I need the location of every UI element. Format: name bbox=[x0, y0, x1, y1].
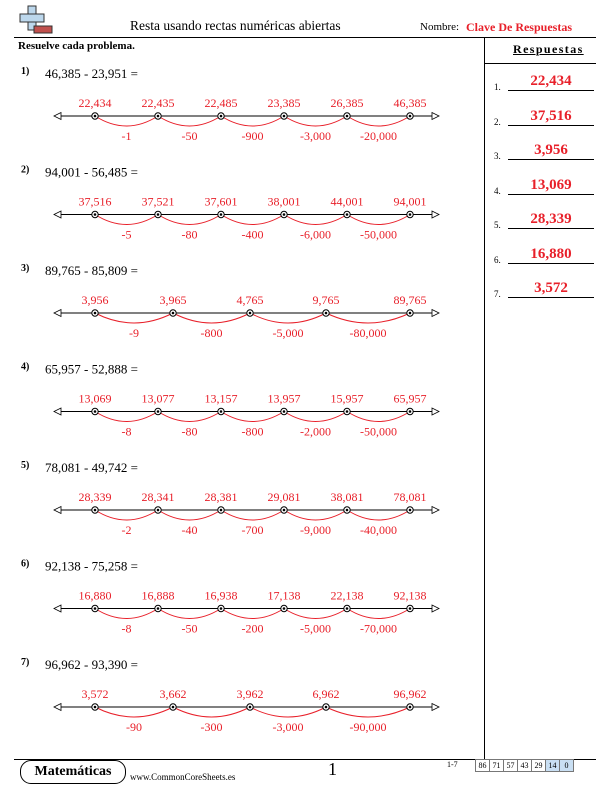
problem-expression: 65,957 - 52,888 = bbox=[45, 361, 138, 377]
problem-expression: 96,962 - 93,390 = bbox=[45, 657, 138, 672]
point-center bbox=[346, 410, 349, 413]
answer-row bbox=[494, 174, 594, 198]
point-label: 17,138 bbox=[267, 588, 301, 603]
jump-label: -300 bbox=[200, 720, 223, 734]
point-label: 38,001 bbox=[267, 194, 301, 209]
point-center bbox=[249, 312, 252, 315]
jump-arc bbox=[221, 510, 284, 520]
point-center bbox=[409, 115, 412, 118]
point-label: 13,157 bbox=[204, 391, 238, 406]
jump-label: -9 bbox=[129, 326, 139, 340]
jump-arc bbox=[250, 313, 326, 323]
left-arrow-icon bbox=[54, 113, 61, 120]
left-arrow-icon bbox=[54, 211, 61, 218]
jump-arc bbox=[326, 707, 410, 717]
jump-label: -8 bbox=[121, 621, 132, 636]
jump-arc bbox=[347, 215, 410, 225]
left-arrow-icon bbox=[54, 408, 61, 415]
answer-value: 13,069 bbox=[530, 176, 572, 193]
jump-arc bbox=[95, 707, 173, 717]
jump-arc bbox=[347, 412, 410, 422]
answer-number: 7. bbox=[494, 289, 501, 299]
point-center bbox=[220, 213, 223, 216]
point-center bbox=[157, 509, 160, 512]
point-label: 3,956 bbox=[81, 293, 109, 307]
jump-arc bbox=[250, 707, 326, 717]
point-center bbox=[283, 115, 286, 118]
point-label: 65,957 bbox=[393, 391, 427, 406]
jump-label: -50,000 bbox=[360, 424, 397, 439]
answer-number: 6. bbox=[494, 254, 501, 265]
jump-arc bbox=[95, 510, 158, 520]
jump-label: -3,000 bbox=[300, 129, 331, 143]
point-center bbox=[325, 312, 328, 315]
point-center bbox=[94, 213, 97, 216]
name-value: Clave De Respuestas bbox=[466, 20, 572, 34]
problem bbox=[21, 559, 439, 636]
point-center bbox=[283, 509, 286, 512]
answer-value: 22,434 bbox=[530, 73, 572, 89]
jump-label: -40 bbox=[181, 523, 198, 537]
point-center bbox=[157, 410, 160, 413]
problem-number: 3) bbox=[21, 263, 30, 274]
jump-label: -8 bbox=[121, 424, 132, 439]
point-label: 37,601 bbox=[204, 194, 238, 209]
answer-value: 28,339 bbox=[530, 211, 572, 227]
answer-line bbox=[508, 263, 594, 264]
left-arrow-icon bbox=[54, 310, 61, 317]
point-center bbox=[346, 509, 349, 512]
point-center bbox=[220, 115, 223, 118]
problem-expression: 78,081 - 49,742 = bbox=[45, 460, 138, 475]
jump-label: -5,000 bbox=[272, 326, 304, 340]
point-center bbox=[409, 607, 412, 610]
problem-expression: 92,138 - 75,258 = bbox=[45, 558, 138, 574]
point-label: 15,957 bbox=[330, 391, 364, 406]
jump-label: -80,000 bbox=[349, 326, 387, 340]
jump-arc bbox=[221, 412, 284, 422]
right-arrow-icon bbox=[432, 310, 439, 317]
point-label: 23,385 bbox=[267, 96, 301, 110]
jump-arc bbox=[173, 313, 250, 323]
point-label: 89,765 bbox=[393, 293, 427, 307]
jump-arc bbox=[95, 412, 158, 422]
jump-arc bbox=[95, 313, 173, 323]
jump-label: -50 bbox=[181, 129, 198, 143]
point-center bbox=[94, 312, 97, 315]
instructions: Resuelve cada problema. bbox=[18, 40, 135, 52]
answer-number: 2. bbox=[494, 116, 501, 127]
jump-label: -9,000 bbox=[300, 523, 331, 537]
point-label: 13,077 bbox=[141, 391, 175, 406]
right-arrow-icon bbox=[432, 113, 439, 120]
problem bbox=[21, 165, 439, 242]
score-range-label: 1-7 bbox=[447, 760, 458, 769]
point-label: 3,962 bbox=[236, 687, 264, 701]
answers-heading-rule bbox=[484, 63, 596, 64]
answer-line bbox=[508, 125, 594, 126]
jump-arc bbox=[347, 116, 410, 126]
jump-label: -70,000 bbox=[360, 621, 397, 636]
answer-row bbox=[494, 105, 594, 129]
point-label: 13,957 bbox=[267, 391, 301, 406]
answer-number: 3. bbox=[494, 151, 501, 161]
point-center bbox=[325, 706, 328, 709]
point-center bbox=[220, 509, 223, 512]
point-label: 38,081 bbox=[330, 490, 364, 504]
problem bbox=[21, 263, 439, 340]
answer-line bbox=[508, 194, 594, 195]
point-label: 44,001 bbox=[330, 194, 364, 209]
right-arrow-icon bbox=[432, 408, 439, 415]
jump-label: -80 bbox=[181, 227, 198, 242]
answer-number: 4. bbox=[494, 185, 501, 196]
jump-arc bbox=[158, 215, 221, 225]
problem-number: 7) bbox=[21, 657, 30, 668]
jump-label: -50,000 bbox=[360, 227, 397, 242]
point-label: 29,081 bbox=[267, 490, 301, 504]
jump-label: -800 bbox=[200, 326, 223, 340]
point-center bbox=[283, 213, 286, 216]
point-center bbox=[283, 607, 286, 610]
score-cell: 57 bbox=[504, 759, 518, 772]
answer-number: 1. bbox=[494, 82, 501, 92]
left-arrow-icon bbox=[54, 704, 61, 711]
problem-number: 5) bbox=[21, 460, 30, 471]
jump-label: -1 bbox=[121, 129, 132, 143]
problem bbox=[21, 362, 439, 439]
answer-line bbox=[508, 228, 594, 229]
problem bbox=[21, 66, 439, 143]
problems-area bbox=[14, 62, 484, 757]
point-label: 16,880 bbox=[78, 588, 112, 603]
answer-line bbox=[508, 297, 594, 298]
point-label: 94,001 bbox=[393, 194, 427, 209]
jump-arc bbox=[221, 215, 284, 225]
point-center bbox=[157, 213, 160, 216]
problem bbox=[21, 460, 439, 537]
right-arrow-icon bbox=[432, 507, 439, 514]
point-label: 46,385 bbox=[393, 96, 427, 110]
score-cell: 29 bbox=[532, 759, 546, 772]
left-arrow-icon bbox=[54, 605, 61, 612]
answer-value: 37,516 bbox=[530, 107, 572, 124]
answer-column-divider bbox=[484, 37, 485, 759]
point-label: 4,765 bbox=[236, 293, 264, 307]
jump-label: -3,000 bbox=[272, 720, 304, 734]
jump-arc bbox=[221, 116, 284, 126]
jump-arc bbox=[95, 215, 158, 225]
problem-expression: 89,765 - 85,809 = bbox=[45, 263, 138, 278]
point-center bbox=[94, 607, 97, 610]
jump-arc bbox=[158, 510, 221, 520]
jump-label: -50 bbox=[181, 621, 198, 636]
worksheet-title: Resta usando rectas numéricas abiertas bbox=[130, 18, 341, 33]
jump-label: -90 bbox=[126, 720, 142, 734]
jump-arc bbox=[173, 707, 250, 717]
point-center bbox=[220, 607, 223, 610]
page-number: 1 bbox=[328, 759, 337, 779]
jump-arc bbox=[158, 116, 221, 126]
answer-number: 5. bbox=[494, 220, 501, 230]
problem bbox=[21, 657, 439, 734]
jump-label: -6,000 bbox=[300, 227, 331, 242]
jump-arc bbox=[284, 215, 347, 225]
point-center bbox=[346, 213, 349, 216]
jump-label: -40,000 bbox=[360, 523, 397, 537]
point-label: 22,485 bbox=[204, 96, 238, 110]
point-center bbox=[346, 607, 349, 610]
point-center bbox=[283, 410, 286, 413]
point-center bbox=[157, 607, 160, 610]
point-label: 26,385 bbox=[330, 96, 364, 110]
point-center bbox=[409, 312, 412, 315]
score-cell: 71 bbox=[490, 759, 504, 772]
jump-arc bbox=[326, 313, 410, 323]
jump-label: -2,000 bbox=[300, 424, 331, 439]
problem-number: 4) bbox=[21, 361, 30, 373]
point-label: 13,069 bbox=[78, 391, 112, 406]
score-cell: 86 bbox=[475, 759, 490, 772]
point-label: 9,765 bbox=[312, 293, 340, 307]
answer-line bbox=[508, 159, 594, 160]
point-label: 22,434 bbox=[78, 96, 112, 110]
score-cell: 43 bbox=[518, 759, 532, 772]
point-label: 28,341 bbox=[141, 490, 175, 504]
point-center bbox=[94, 706, 97, 709]
problem-number: 2) bbox=[21, 164, 30, 176]
point-label: 37,521 bbox=[141, 194, 175, 209]
point-label: 96,962 bbox=[393, 687, 427, 701]
jump-label: -90,000 bbox=[349, 720, 387, 734]
point-center bbox=[409, 213, 412, 216]
point-center bbox=[172, 706, 175, 709]
point-center bbox=[409, 706, 412, 709]
jump-arc bbox=[347, 609, 410, 619]
right-arrow-icon bbox=[432, 211, 439, 218]
point-label: 3,572 bbox=[81, 687, 109, 701]
point-center bbox=[409, 509, 412, 512]
answer-value: 16,880 bbox=[530, 245, 572, 262]
point-label: 28,339 bbox=[78, 490, 112, 504]
point-label: 6,962 bbox=[312, 687, 340, 701]
jump-arc bbox=[284, 510, 347, 520]
point-label: 37,516 bbox=[78, 194, 112, 209]
jump-arc bbox=[284, 116, 347, 126]
problem-number: 6) bbox=[21, 558, 30, 570]
jump-label: -5 bbox=[121, 227, 132, 242]
site-url: www.CommonCoreSheets.es bbox=[130, 772, 236, 782]
answer-row bbox=[494, 139, 594, 163]
answer-value: 3,956 bbox=[534, 142, 568, 158]
right-arrow-icon bbox=[432, 605, 439, 612]
jump-arc bbox=[284, 609, 347, 619]
point-center bbox=[220, 410, 223, 413]
jump-label: -800 bbox=[241, 424, 264, 439]
point-center bbox=[157, 115, 160, 118]
point-center bbox=[94, 410, 97, 413]
jump-arc bbox=[95, 609, 158, 619]
problem-expression: 46,385 - 23,951 = bbox=[45, 66, 138, 81]
answer-value: 3,572 bbox=[534, 280, 568, 296]
point-center bbox=[94, 115, 97, 118]
answer-row bbox=[494, 70, 594, 94]
jump-arc bbox=[95, 116, 158, 126]
answer-row bbox=[494, 243, 594, 267]
answer-line bbox=[508, 90, 594, 91]
plus-minus-logo bbox=[14, 4, 54, 36]
point-label: 22,138 bbox=[330, 588, 364, 603]
point-center bbox=[94, 509, 97, 512]
point-center bbox=[409, 410, 412, 413]
jump-arc bbox=[158, 412, 221, 422]
header-rule bbox=[14, 37, 596, 38]
jump-label: -5,000 bbox=[300, 621, 331, 636]
left-arrow-icon bbox=[54, 507, 61, 514]
point-label: 3,662 bbox=[159, 687, 187, 701]
jump-label: -400 bbox=[241, 227, 264, 242]
point-label: 92,138 bbox=[393, 588, 427, 603]
score-cell: 14 bbox=[546, 759, 560, 772]
answers-heading: Respuestas bbox=[513, 42, 584, 56]
point-label: 22,435 bbox=[141, 96, 175, 110]
jump-label: -20,000 bbox=[360, 129, 397, 143]
jump-arc bbox=[284, 412, 347, 422]
point-label: 78,081 bbox=[393, 490, 427, 504]
score-table bbox=[447, 759, 574, 770]
jump-label: -700 bbox=[241, 523, 264, 537]
right-arrow-icon bbox=[432, 704, 439, 711]
point-center bbox=[346, 115, 349, 118]
score-cell: 0 bbox=[560, 759, 574, 772]
answer-row bbox=[494, 208, 594, 232]
jump-label: -900 bbox=[241, 129, 264, 143]
point-center bbox=[249, 706, 252, 709]
point-label: 16,888 bbox=[141, 588, 175, 603]
jump-arc bbox=[221, 609, 284, 619]
point-label: 28,381 bbox=[204, 490, 238, 504]
point-label: 16,938 bbox=[204, 588, 238, 603]
jump-label: -2 bbox=[121, 523, 132, 537]
jump-arc bbox=[158, 609, 221, 619]
point-label: 3,965 bbox=[159, 293, 187, 307]
jump-label: -200 bbox=[241, 621, 264, 636]
jump-label: -80 bbox=[181, 424, 198, 439]
name-label: Nombre: bbox=[420, 21, 460, 33]
problem-number: 1) bbox=[21, 66, 30, 77]
jump-arc bbox=[347, 510, 410, 520]
answer-row bbox=[494, 277, 594, 301]
problem-expression: 94,001 - 56,485 = bbox=[45, 164, 138, 180]
brand-badge: Matemáticas bbox=[20, 760, 126, 784]
point-center bbox=[172, 312, 175, 315]
